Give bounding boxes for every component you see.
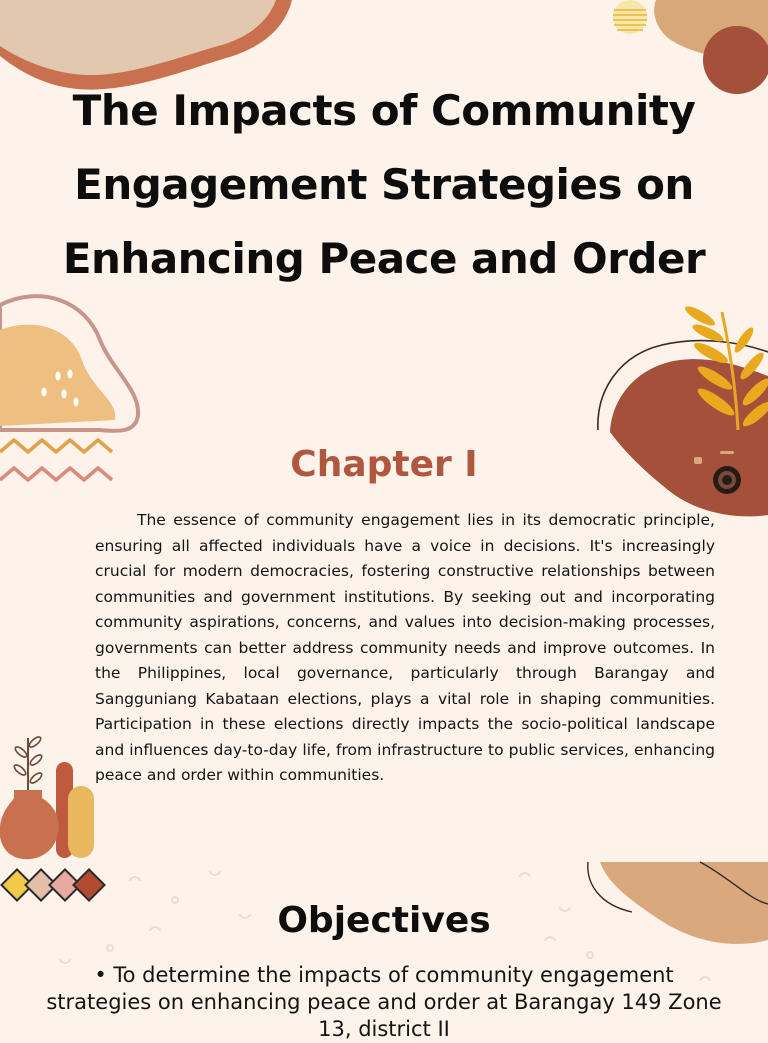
objectives-list (40, 962, 728, 1043)
diamond-row-icon (1, 869, 104, 900)
vase-with-sprig-icon (0, 735, 94, 859)
objectives-heading: Objectives (277, 900, 491, 941)
zigzag-lines-icon (0, 440, 112, 480)
camera-blob-right-icon (598, 341, 768, 517)
chapter-body-paragraph: The essence of community engagement lies in its democratic principle, ensuring all affected individuals have a voice in decisions. It's increasingly crucial for modern democracies, fostering constructive relationships between communities and government institutions. By seeking out and incorporating community aspirations, concerns, and values into decision-making processes, governments can better address community needs and improve outcomes. In the Philippines, local governance, particularly through Barangay and Sangguniang Kabataan elections, plays a vital role in shaping communities. Participation in these elections directly impacts the socio-political landscape and influences day-to-day life, from infrastructure to public services, enhancing peace and order within communities. (95, 511, 715, 784)
blob-bottom-right-icon (588, 862, 768, 944)
chapter-heading: Chapter I (290, 444, 478, 485)
objective-item: • To determine the impacts of community engagement strategies on enhancing peace and order at Barangay 149 Zone 13, district II (46, 963, 722, 1041)
page-title: The Impacts of Community Engagement Strategies on Enhancing Peace and Order (62, 86, 706, 283)
dotted-circle-icon (613, 0, 647, 34)
bean-blob-left-icon (0, 296, 138, 431)
